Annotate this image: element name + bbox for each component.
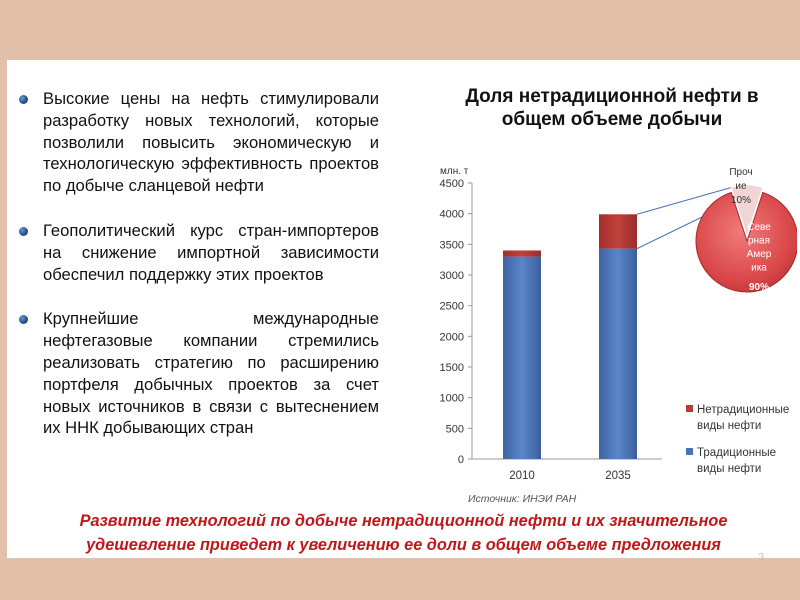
y-tick-label: 2500 [439,300,464,313]
bullet-dot-icon [19,315,28,324]
bullet-text: Геополитический курс стран-импортеров на снижение импортной зависимости обеспечил поддержку этих проектов [43,220,379,284]
y-tick-label: 4500 [439,178,464,190]
slide-number: 3 [758,552,764,563]
y-tick-label: 3000 [439,270,464,282]
bullet-item [19,220,379,285]
bullet-text: Крупнейшие международные нефтегазовые компании стремились реализовать стратегию по расширению портфеля добычных проектов за счет новых источников в связи с вытеснением их ННК добывающих стран [43,309,379,438]
slide [7,60,800,563]
pie-value-north-america: 90% [748,282,770,293]
legend-swatch [686,448,693,455]
pie-label-north-america: Севе [747,222,771,233]
bar-unconventional-2035 [599,214,637,248]
y-tick-label: 4000 [439,208,464,221]
chart-source: Источник: ИНЭИ РАН [468,493,577,505]
bullet-dot-icon [19,227,28,236]
bullet-dot-icon [19,95,28,104]
y-tick-label: 1500 [439,362,464,374]
pie-value-other: 10% [730,195,752,206]
bar-traditional-2010 [503,257,541,459]
x-tick-label: 2035 [605,470,631,482]
chart-title-line: общем объеме добычи [501,109,723,130]
y-tick-label: 500 [445,423,464,436]
bullet-text: Высокие цены на нефть стимулировали разработку новых технологий, которые позволили повысить экономическую и технологическую эффективность проектов по добыче сланцевой нефти [43,89,379,196]
pie-label-north-america: ика [751,262,767,274]
conclusion [7,509,800,557]
x-tick-label: 2010 [509,470,535,482]
y-tick-label: 2000 [439,331,464,344]
legend-label: Нетрадиционные [697,404,790,416]
pie-label-other: Проч [729,167,753,178]
bullet-item [19,88,379,197]
pie-label-other: ие [735,181,747,192]
legend-label: виды нефти [697,463,762,475]
y-tick-label: 0 [457,454,464,466]
bar-unconventional-2010 [503,250,541,256]
pie-label-north-america: Амер [746,249,772,260]
chart [412,78,797,508]
conclusion-line-2: удешевление приведет к увеличению ее доли в общем объеме предложения [86,536,721,554]
chart-title-line: Доля нетрадиционной нефти в [465,86,759,107]
pie-label-north-america: рная [747,235,771,247]
legend-label: виды нефти [697,420,762,432]
bar-traditional-2035 [599,249,637,459]
y-axis-label: млн. т [440,166,469,177]
legend-label: Традиционные [697,447,777,459]
bullet-item [19,308,379,439]
legend-swatch [686,405,693,412]
y-tick-label: 1000 [439,392,464,405]
y-tick-label: 3500 [439,239,464,252]
conclusion-line-1: Развитие технологий по добыче нетрадиционной нефти и их значительное [79,512,728,530]
bullet-list [19,88,379,462]
